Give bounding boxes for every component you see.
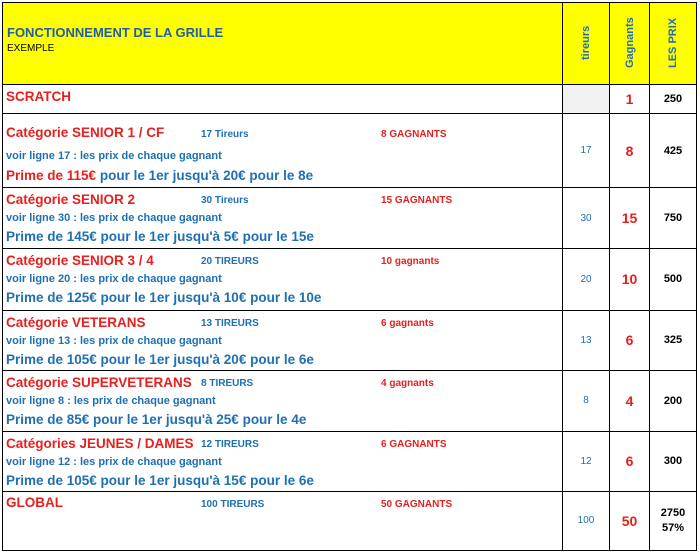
- category-row: [3, 431, 697, 491]
- category-tireurs-cell[interactable]: [563, 370, 610, 431]
- category-gagnants: 8: [625, 142, 634, 159]
- category-prix-cell[interactable]: [650, 188, 697, 249]
- category-tireurs: 12: [580, 455, 592, 467]
- category-gagnants: 4: [625, 392, 634, 409]
- category-row: [3, 249, 697, 310]
- category-gagnants: 6: [625, 332, 634, 349]
- scratch-prix: 250: [663, 93, 683, 106]
- category-voir-ligne: voir ligne 13 : les prix de chaque gagnant: [6, 334, 222, 347]
- category-gagnants: 10: [621, 271, 638, 288]
- scratch-row: [3, 85, 697, 114]
- category-tireurs: 30: [580, 212, 592, 224]
- scratch-gagnants: 1: [625, 91, 634, 108]
- category-voir-ligne: voir ligne 30 : les prix de chaque gagnant: [6, 212, 222, 225]
- category-row: [3, 188, 697, 249]
- category-name: Catégorie SENIOR 2: [6, 192, 136, 208]
- category-tireurs: 13: [580, 334, 592, 346]
- category-cell[interactable]: [3, 188, 563, 249]
- category-name: Catégories JEUNES / DAMES: [6, 435, 194, 451]
- header-title-cell[interactable]: [3, 3, 563, 85]
- scratch-label: SCRATCH: [6, 89, 71, 105]
- category-prime-amount: Prime de 115€: [6, 168, 97, 184]
- header-gagnants-cell[interactable]: [610, 3, 650, 85]
- category-voir-ligne: voir ligne 12 : les prix de chaque gagnant: [6, 455, 222, 468]
- category-prime: [6, 168, 313, 183]
- category-gagnants-text: 10 gagnants: [381, 256, 440, 268]
- column-header-tireurs: tireurs: [580, 25, 592, 61]
- category-tireurs-cell[interactable]: [563, 249, 610, 310]
- category-name: Catégorie VETERANS: [6, 314, 146, 330]
- category-tireurs-text: 30 Tireurs: [201, 195, 249, 207]
- global-label-cell[interactable]: [3, 491, 563, 550]
- category-voir-ligne: voir ligne 20 : les prix de chaque gagnant: [6, 273, 222, 286]
- header-row: [3, 3, 697, 85]
- category-prix-cell[interactable]: [650, 431, 697, 491]
- category-prime-range: pour le 1er jusqu'à 20€ pour le 8e: [96, 168, 314, 184]
- page-subtitle: EXEMPLE: [7, 43, 55, 54]
- category-name: Catégorie SENIOR 1 / CF: [6, 125, 165, 141]
- global-prix-cell[interactable]: [650, 491, 697, 550]
- category-tireurs-cell[interactable]: [563, 188, 610, 249]
- category-prix: 425: [663, 144, 683, 157]
- global-prix: 2750: [660, 507, 686, 520]
- category-prime: Prime de 125€ pour le 1er jusqu'à 10€ pour le 10e: [6, 290, 322, 306]
- category-prix-cell[interactable]: [650, 249, 697, 310]
- category-prime: Prime de 105€ pour le 1er jusqu'à 20€ pour le 6e: [6, 351, 314, 367]
- page-title: FONCTIONNEMENT DE LA GRILLE: [7, 25, 224, 40]
- column-header-prix: LES PRIX: [667, 17, 679, 69]
- category-tireurs-cell[interactable]: [563, 431, 610, 491]
- scratch-prix-cell[interactable]: [650, 85, 697, 114]
- category-gagnants-cell[interactable]: [610, 370, 650, 431]
- category-prix-cell[interactable]: [650, 370, 697, 431]
- category-tireurs-cell[interactable]: [563, 114, 610, 188]
- category-prime: Prime de 85€ pour le 1er jusqu'à 25€ pour le 4e: [6, 411, 307, 427]
- category-gagnants-text: 8 GAGNANTS: [381, 129, 447, 141]
- global-gagnants-cell[interactable]: [610, 491, 650, 550]
- column-header-gagnants: Gagnants: [623, 17, 636, 69]
- header-tireurs-cell[interactable]: [563, 3, 610, 85]
- global-tireurs: 100: [577, 515, 595, 527]
- category-cell[interactable]: [3, 249, 563, 310]
- category-voir-ligne: voir ligne 8 : les prix de chaque gagnant: [6, 394, 216, 407]
- category-gagnants-text: 4 gagnants: [381, 377, 434, 389]
- category-gagnants: 15: [621, 210, 638, 227]
- category-tireurs-text: 8 TIREURS: [201, 377, 254, 389]
- category-prix: 325: [663, 334, 683, 347]
- category-row: [3, 114, 697, 188]
- category-cell[interactable]: [3, 431, 563, 491]
- scratch-label-cell[interactable]: [3, 85, 563, 114]
- category-prix: 200: [663, 394, 683, 407]
- global-gagnants: 50: [621, 512, 638, 529]
- category-gagnants-cell[interactable]: [610, 310, 650, 370]
- category-tireurs: 20: [580, 273, 592, 285]
- category-gagnants-text: 6 GAGNANTS: [381, 438, 447, 450]
- category-voir-ligne: voir ligne 17 : les prix de chaque gagnant: [6, 150, 222, 163]
- category-gagnants-cell[interactable]: [610, 188, 650, 249]
- category-tireurs-text: 20 TIREURS: [201, 256, 259, 268]
- category-prix: 300: [663, 455, 683, 468]
- category-gagnants-text: 15 GAGNANTS: [381, 195, 453, 207]
- category-tireurs: 17: [580, 145, 592, 157]
- category-gagnants-cell[interactable]: [610, 249, 650, 310]
- category-prix: 750: [663, 212, 683, 225]
- scratch-tireurs-cell[interactable]: [563, 85, 610, 114]
- category-prix-cell[interactable]: [650, 310, 697, 370]
- header-prix-cell[interactable]: [650, 3, 697, 85]
- category-tireurs-text: 17 Tireurs: [201, 129, 249, 141]
- category-name: Catégorie SUPERVETERANS: [6, 374, 192, 390]
- global-tireurs-cell[interactable]: [563, 491, 610, 550]
- global-tireurs-text: 100 TIREURS: [201, 498, 265, 510]
- category-prix: 500: [663, 273, 683, 286]
- global-percentage: 57%: [661, 522, 685, 535]
- category-tireurs: 8: [583, 395, 589, 407]
- category-gagnants: 6: [625, 453, 634, 470]
- category-cell[interactable]: [3, 114, 563, 188]
- category-cell[interactable]: [3, 310, 563, 370]
- prize-grid-table: [2, 2, 697, 551]
- category-prix-cell[interactable]: [650, 114, 697, 188]
- category-name: Catégorie SENIOR 3 / 4: [6, 253, 154, 269]
- category-prime: Prime de 145€ pour le 1er jusqu'à 5€ pour le 15e: [6, 229, 314, 245]
- category-tireurs-cell[interactable]: [563, 310, 610, 370]
- category-tireurs-text: 13 TIREURS: [201, 317, 259, 329]
- global-gagnants-text: 50 GAGNANTS: [381, 498, 453, 510]
- global-row: [3, 491, 697, 550]
- category-row: [3, 310, 697, 370]
- category-prime: Prime de 105€ pour le 1er jusqu'à 15€ pour le 6e: [6, 472, 314, 488]
- scratch-gagnants-cell[interactable]: [610, 85, 650, 114]
- category-cell[interactable]: [3, 370, 563, 431]
- global-label: GLOBAL: [6, 494, 63, 510]
- category-gagnants-cell[interactable]: [610, 114, 650, 188]
- category-row: [3, 370, 697, 431]
- category-gagnants-text: 6 gagnants: [381, 317, 434, 329]
- category-tireurs-text: 12 TIREURS: [201, 438, 259, 450]
- category-gagnants-cell[interactable]: [610, 431, 650, 491]
